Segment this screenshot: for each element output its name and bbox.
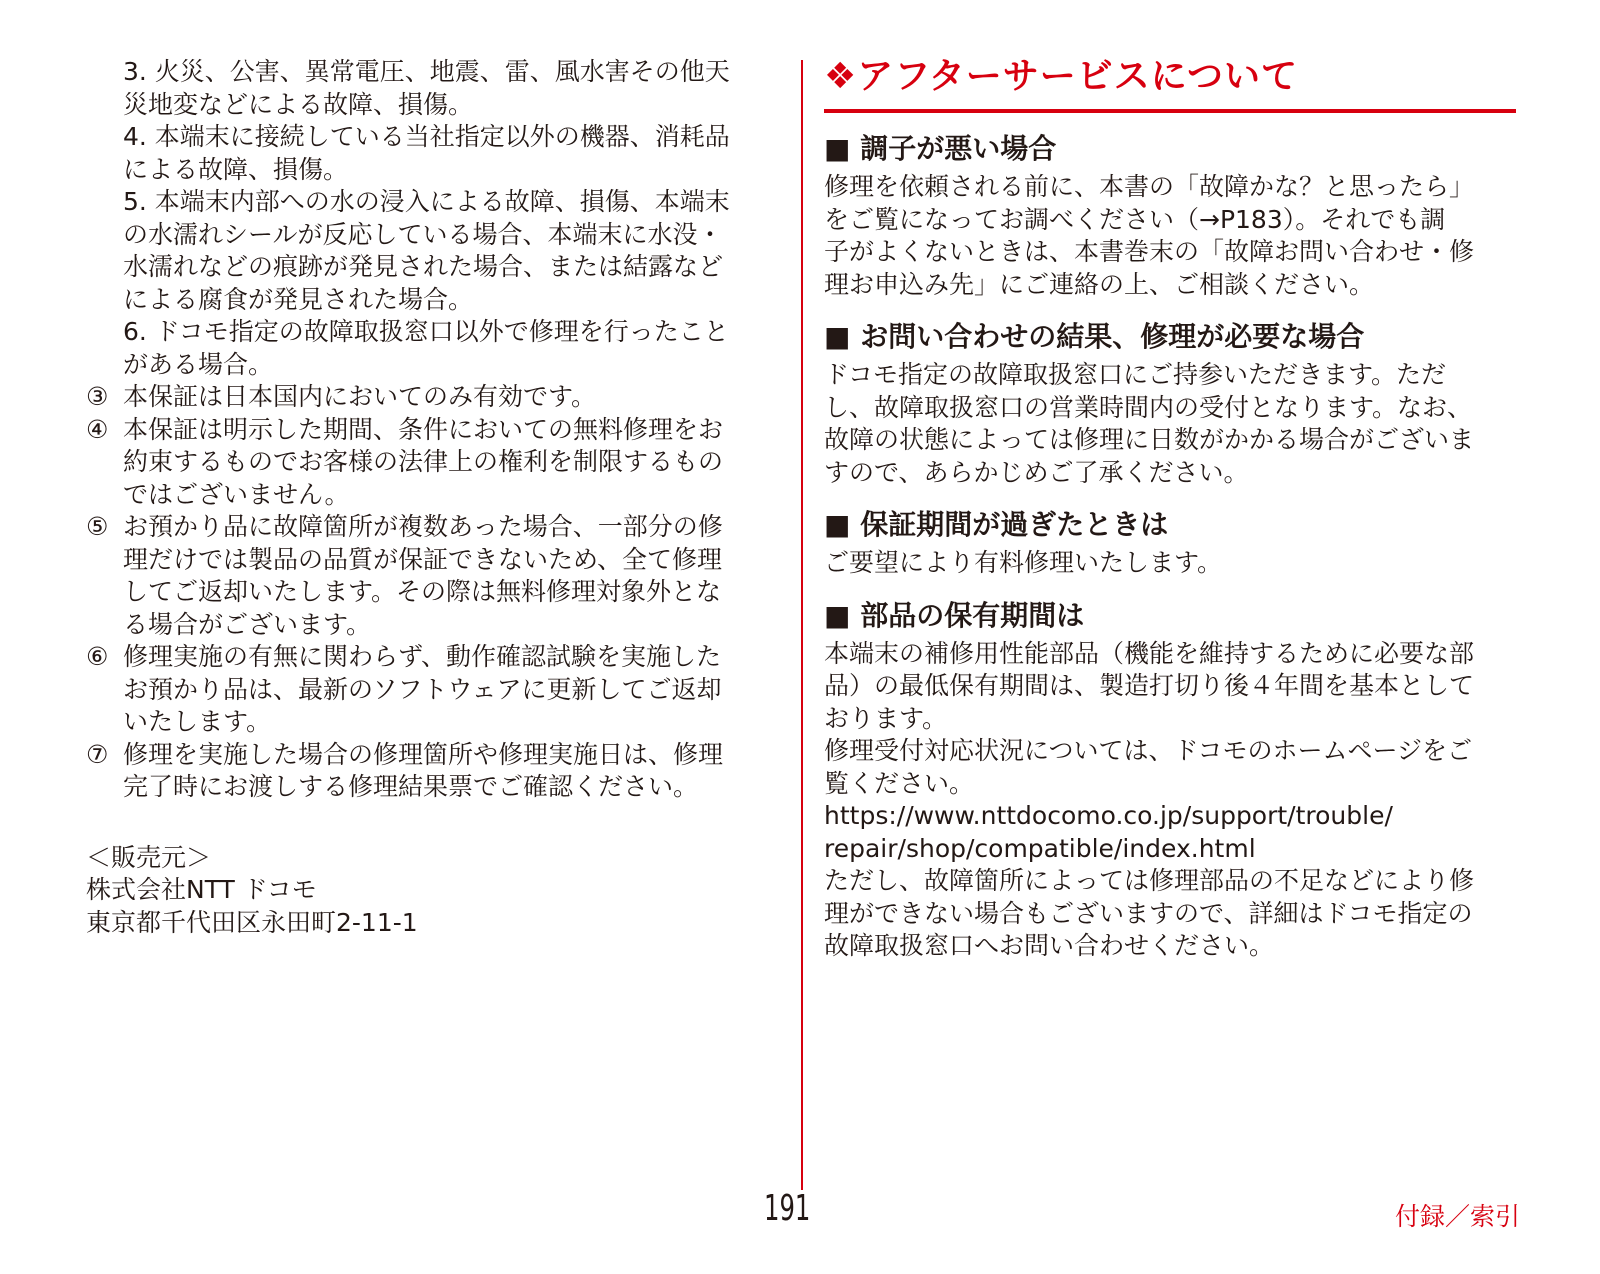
- text-line: 子がよくないときは、本書巻末の「故障お問い合わせ・修: [824, 237, 1475, 266]
- text-line: 修理を実施した場合の修理箇所や修理実施日は、修理: [123, 739, 724, 769]
- text-line: る場合がございます。: [123, 609, 372, 639]
- text-line: repair/shop/compatible/index.html: [824, 833, 1256, 863]
- exclusion-item: [86, 316, 776, 381]
- text-line: ご要望により有料修理いたします。: [824, 548, 1223, 577]
- text-line: ではございません。: [123, 479, 350, 509]
- text-line: 理ができない場合もございますので、詳細はドコモ指定の: [824, 898, 1473, 928]
- text-line: 修理実施の有無に関わらず、動作確認試験を実施した: [123, 642, 722, 671]
- text-line: 6. ドコモ指定の故障取扱窓口以外で修理を行ったこと: [123, 317, 729, 346]
- text-line: による故障、損傷。: [123, 154, 349, 184]
- text-line: 災地変などによる故障、損傷。: [123, 89, 474, 119]
- terms-item: [86, 641, 776, 739]
- exclusion-item: [86, 186, 776, 316]
- page-number: 191: [764, 1188, 811, 1229]
- text-line: の水濡れシールが反応している場合、本端末に水没・: [123, 219, 723, 249]
- text-line: してご返却いたします。その際は無料修理対象外とな: [123, 577, 722, 606]
- text-line: 3. 火災、公害、異常電圧、地震、雷、風水害その他天: [123, 57, 730, 86]
- item-number: ⑥: [86, 642, 109, 671]
- terms-item: [86, 739, 776, 804]
- terms-item: [86, 381, 776, 414]
- text-line: いたします。: [123, 707, 272, 736]
- item-text: [123, 414, 776, 512]
- right-column: [824, 52, 1524, 981]
- text-line: すので、あらかじめご了承ください。: [824, 457, 1249, 487]
- item-text: [123, 381, 776, 414]
- subsection-body: [824, 171, 1524, 301]
- text-line: し、故障取扱窓口の営業時間内の受付となります。なお、: [824, 392, 1473, 422]
- text-line: ドコモ指定の故障取扱窓口にご持参いただきます。ただ: [824, 360, 1447, 389]
- seller-label: ＜販売元＞: [86, 842, 212, 872]
- subsection-body: [824, 638, 1524, 963]
- text-line: 故障取扱窓口へお問い合わせください。: [824, 931, 1275, 960]
- terms-item: [86, 511, 776, 641]
- after-service-sections: [824, 131, 1524, 963]
- text-line: 覧ください。: [824, 768, 975, 798]
- warranty-exclusion-list: [86, 56, 776, 381]
- text-line: お預かり品は、最新のソフトウェアに更新してご返却: [123, 674, 722, 704]
- text-line: 故障の状態によっては修理に日数がかかる場合がございま: [824, 425, 1475, 454]
- text-line: 品）の最低保有期間は、製造打切り後４年間を基本として: [824, 671, 1475, 700]
- subsection-heading: ■ 部品の保有期間は: [824, 598, 1085, 632]
- text-line: 理お申込み先」にご連絡の上、ご相談ください。: [824, 269, 1375, 299]
- section-title: ❖アフターサービスについて: [824, 56, 1299, 97]
- text-line: がある場合。: [123, 349, 274, 379]
- subsection-body: [824, 359, 1524, 489]
- item-text: [123, 511, 776, 641]
- subsection-heading: ■ お問い合わせの結果、修理が必要な場合: [824, 320, 1365, 353]
- text-line: 水濡れなどの痕跡が発見された場合、または結露など: [123, 252, 724, 281]
- text-line: 修理受付対応状況については、ドコモのホームページをご: [824, 736, 1473, 765]
- text-line: 5. 本端末内部への水の浸入による故障、損傷、本端末: [123, 187, 730, 216]
- text-line: おります。: [824, 703, 948, 733]
- exclusion-item: [86, 56, 776, 121]
- item-text: [123, 739, 776, 804]
- seller-info: [86, 842, 776, 940]
- text-line: 4. 本端末に接続している当社指定以外の機器、消耗品: [123, 122, 730, 151]
- exclusion-item: [86, 121, 776, 186]
- text-line: ただし、故障箇所によっては修理部品の不足などにより修: [824, 866, 1475, 895]
- seller-address: 東京都千代田区永田町2-11-1: [86, 907, 418, 937]
- item-number: ③: [86, 382, 109, 411]
- text-line: https://www.nttdocomo.co.jp/support/trouble/: [824, 801, 1393, 830]
- text-line: をご覧になってお調べください（→P183）。それでも調: [824, 204, 1446, 234]
- text-line: 約束するものでお客様の法律上の権利を制限するもの: [123, 447, 724, 476]
- subsection-heading: ■ 調子が悪い場合: [824, 132, 1057, 165]
- item-number: ④: [86, 414, 109, 444]
- text-line: 本保証は日本国内においてのみ有効です。: [123, 382, 597, 411]
- column-divider: [801, 60, 803, 1190]
- title-underline: [824, 109, 1516, 113]
- footer-section-label: 付録／索引: [1394, 1202, 1520, 1231]
- subsection-body: [824, 547, 1524, 580]
- item-number: ⑤: [86, 512, 109, 541]
- item-number: ⑦: [86, 739, 109, 769]
- seller-company: 株式会社NTT ドコモ: [86, 875, 317, 904]
- text-line: 本保証は明示した期間、条件においての無料修理をお: [123, 414, 724, 444]
- text-line: 本端末の補修用性能部品（機能を維持するために必要な部: [824, 638, 1475, 668]
- text-line: 修理を依頼される前に、本書の「故障かな？と思ったら」: [824, 172, 1475, 201]
- text-line: お預かり品に故障箇所が複数あった場合、一部分の修: [123, 512, 723, 541]
- text-line: 理だけでは製品の品質が保証できないため、全て修理: [123, 544, 723, 574]
- left-column: [86, 56, 776, 939]
- text-line: による腐食が発見された場合。: [123, 284, 474, 314]
- terms-item: [86, 414, 776, 512]
- text-line: 完了時にお渡しする修理結果票でご確認ください。: [123, 772, 699, 801]
- subsection-heading: ■ 保証期間が過ぎたときは: [824, 508, 1169, 541]
- item-text: [123, 641, 776, 739]
- warranty-terms-list: [86, 381, 776, 804]
